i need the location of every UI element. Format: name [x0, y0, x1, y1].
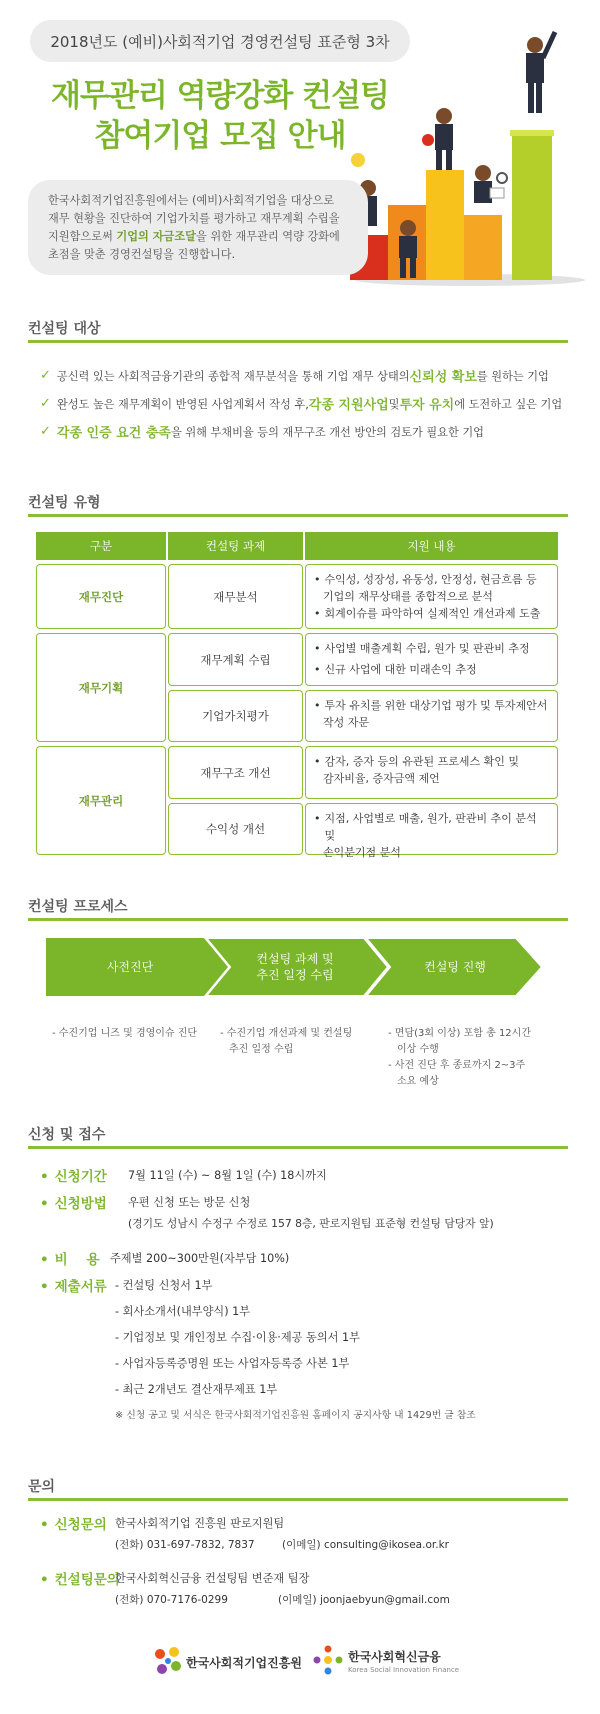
process-note-2b: 추진 일정 수립 — [229, 1044, 294, 1055]
page-title-line2: 참여기업 모집 안내 — [94, 118, 346, 154]
contact-apply-org: 한국사회적기업 진흥원 판로지원팀 — [115, 1517, 285, 1530]
apply-divider — [28, 1146, 568, 1149]
apply-address: (경기도 성남시 수정구 수정로 157 8층, 판로지원팀 표준형 컨설팅 담당자 앞) — [128, 1217, 494, 1230]
doc-item-1: - 컨설팅 신청서 1부 — [115, 1279, 213, 1292]
apply-method-value: 우편 신청 또는 방문 신청 — [128, 1196, 251, 1209]
task-financial-planning: 재무계획 수립 — [168, 633, 303, 686]
target-item-2: ✓ 완성도 높은 재무계획이 반영된 사업계획서 작성 후, 각종 지원사업 및 투자 유치 에 도전하고 싶은 기업 — [40, 396, 563, 413]
target-item-1: ✓ 공신력 있는 사회적금융기관의 종합적 재무분석을 통해 기업 재무 상태의 신뢰성 확보 를 원하는 기업 — [40, 368, 549, 385]
apply-fee-label: • 비 용 — [40, 1252, 100, 1268]
person-reading-icon — [474, 165, 507, 203]
apply-heading: 신청 및 접수 — [28, 1127, 106, 1143]
contact-divider — [28, 1498, 568, 1501]
bar-gold — [464, 215, 502, 280]
process-note-1: - 수진기업 니즈 및 경영이슈 진단 — [52, 1028, 198, 1039]
growth-illustration — [340, 10, 590, 295]
check-icon: ✓ — [40, 368, 51, 383]
target-divider — [28, 340, 568, 343]
apply-note: ※ 신청 공고 및 서식은 한국사회적기업진흥원 홈페이지 공지사항 내 1429번 글 참조 — [115, 1410, 476, 1421]
contact-consulting-label: • 컨설팅문의 — [40, 1572, 120, 1588]
doc-item-3: - 기업정보 및 개인정보 수집·이용·제공 동의서 1부 — [115, 1331, 360, 1344]
contact-apply-label: • 신청문의 — [40, 1517, 107, 1533]
intro-line3: 지원함으로써 기업의 자금조달을 위한 재무관리 역량 강화에 — [48, 230, 340, 243]
apply-fee-value: 주제별 200~300만원(자부담 10%) — [110, 1252, 290, 1265]
process-divider — [28, 918, 568, 921]
intro-box — [28, 180, 368, 275]
types-divider — [28, 514, 568, 517]
process-note-3: - 면담(3회 이상) 포함 총 12시간 — [388, 1028, 531, 1039]
contact-consulting-org: 한국사회혁신금융 컨설팅팀 변준재 팀장 — [115, 1572, 310, 1585]
types-heading: 컨설팅 유형 — [28, 495, 101, 511]
top-subtitle: 2018년도 (예비)사회적기업 경영컨설팅 표준형 3차 — [50, 32, 390, 51]
doc-item-2: - 회사소개서(내부양식) 1부 — [115, 1305, 251, 1318]
page-title-line1: 재무관리 역량강화 컨설팅 — [51, 78, 389, 114]
kosea-logo-text: 한국사회적기업진흥원 — [186, 1656, 302, 1670]
intro-line4: 초점을 맞춘 경영컨설팅을 진행합니다. — [48, 248, 236, 261]
doc-item-4: - 사업자등록증명원 또는 사업자등록증 사본 1부 — [115, 1357, 350, 1370]
task-restructuring: 재무구조 개선 — [168, 746, 303, 799]
apply-period-value: 7월 11일 (수) ~ 8월 1일 (수) 18시까지 — [128, 1169, 327, 1182]
task-valuation: 기업가치평가 — [168, 690, 303, 742]
intro-line2: 재무 현황을 진단하여 기업가치를 평가하고 재무계획 수립을 — [48, 212, 340, 225]
doc-item-5: - 최근 2개년도 결산재무제표 1부 — [115, 1383, 278, 1396]
apply-docs-label: • 제출서류 — [40, 1279, 107, 1295]
task-profitability: 수익성 개선 — [168, 803, 303, 855]
ksif-logo-icon — [312, 1644, 344, 1676]
group-management: 재무관리 — [36, 746, 166, 855]
ksif-logo-text: 한국사회혁신금융 — [348, 1650, 441, 1664]
detail-restructuring: • 감자, 증자 등의 유관된 프로세스 확인 및 감자비율, 증자금액 제언 — [305, 746, 558, 799]
target-heading: 컨설팅 대상 — [28, 321, 101, 337]
col-header-support: 지원 내용 — [305, 532, 558, 560]
col-header-task: 컨설팅 과제 — [168, 532, 303, 560]
bar-yellow — [426, 170, 464, 280]
person-middle-icon — [422, 108, 453, 170]
bar-lime — [512, 135, 552, 280]
target-item-3: ✓ 각종 인증 요건 충족 을 위해 부채비율 등의 재무구조 개선 방안의 검토가 필요한 기업 — [40, 424, 484, 441]
contact-heading: 문의 — [28, 1479, 56, 1495]
process-note-3b: 이상 수행 — [397, 1044, 439, 1055]
detail-valuation: • 투자 유치를 위한 대상기업 평가 및 투자제안서 작성 자문 — [305, 690, 558, 742]
process-note-4b: 소요 예상 — [397, 1076, 439, 1087]
lightbulb-icon — [351, 153, 365, 167]
group-diagnosis: 재무진단 — [36, 564, 166, 629]
apply-method-label: • 신청방법 — [40, 1196, 107, 1212]
contact-consulting-phone: (전화) 070-7176-0299 — [115, 1594, 228, 1606]
process-step-2-line1: 컨설팅 과제 및 — [256, 952, 334, 966]
contact-apply-phone: (전화) 031-697-7832, 7837 — [115, 1539, 255, 1551]
check-icon: ✓ — [40, 396, 51, 411]
contact-consulting-email[interactable]: (이메일) joonjaebyun@gmail.com — [278, 1594, 450, 1606]
process-step-3: 컨설팅 진행 — [424, 960, 486, 974]
process-step-1: 사전진단 — [106, 960, 154, 974]
process-step-2-line2: 추진 일정 수립 — [256, 968, 334, 982]
intro-line1: 한국사회적기업진흥원에서는 (예비)사회적기업을 대상으로 — [48, 194, 335, 207]
process-note-2: - 수진기업 개선과제 및 컨설팅 — [220, 1028, 353, 1039]
process-heading: 컨설팅 프로세스 — [28, 899, 128, 915]
task-financial-analysis: 재무분석 — [168, 564, 303, 629]
apply-period-label: • 신청기간 — [40, 1169, 107, 1185]
contact-apply-email[interactable]: (이메일) consulting@ikosea.or.kr — [282, 1539, 449, 1551]
ksif-logo-subtext: Korea Social Innovation Finance — [348, 1666, 460, 1674]
process-note-4: - 사전 진단 후 종료까지 2~3주 — [388, 1060, 526, 1071]
group-planning: 재무기획 — [36, 633, 166, 742]
kosea-logo-icon — [150, 1644, 184, 1678]
detail-financial-analysis: • 수익성, 성장성, 유동성, 안정성, 현금흐름 등 기업의 재무상태를 종합적으로 분석 • 회계이슈를 파악하여 실제적인 개선과제 도출 — [305, 564, 558, 629]
person-top-icon — [526, 32, 555, 113]
check-icon: ✓ — [40, 424, 51, 439]
intro-highlight: 기업의 자금조달 — [116, 230, 196, 243]
col-header-category: 구분 — [36, 532, 166, 560]
detail-financial-planning: • 사업별 매출계획 수립, 원가 및 판관비 추정 • 신규 사업에 대한 미래손익 추정 — [305, 633, 558, 686]
detail-profitability: • 지점, 사업별로 매출, 원가, 판관비 추이 분석 및 손익분기점 분석 — [305, 803, 558, 855]
